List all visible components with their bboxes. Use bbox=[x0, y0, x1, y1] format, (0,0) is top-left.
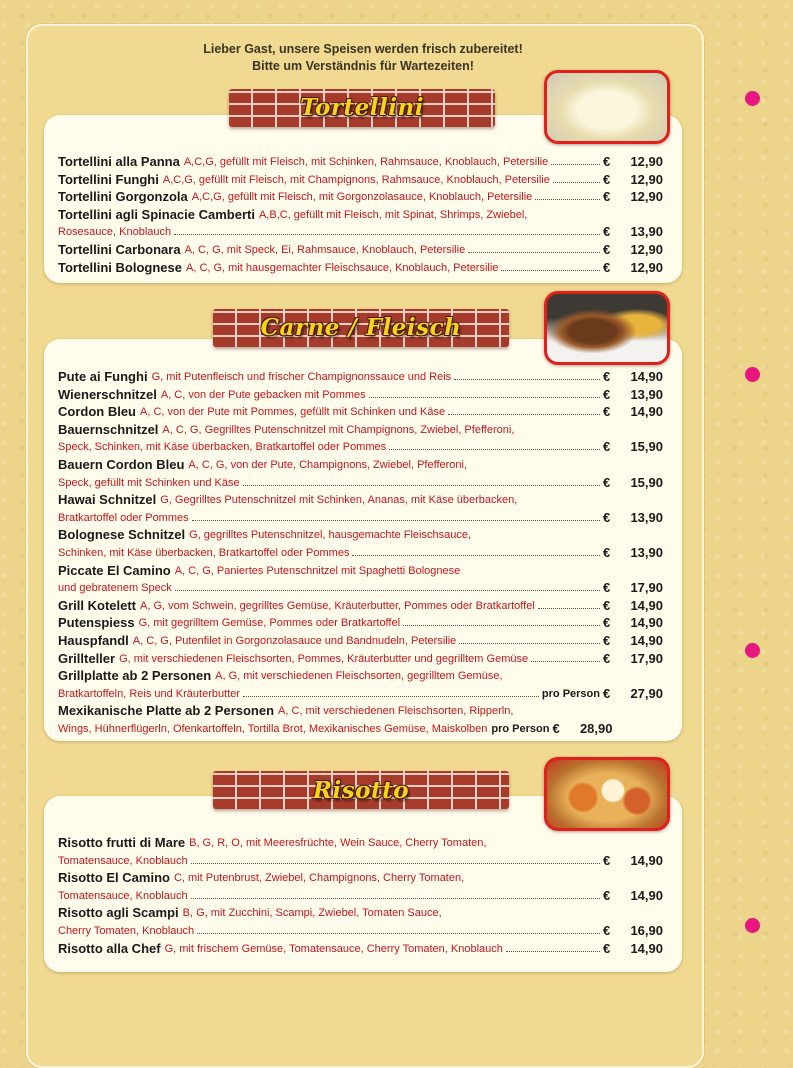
dish-name: Grillteller bbox=[58, 651, 116, 666]
dish-price: 14,90 bbox=[630, 633, 663, 648]
menu-item-line bbox=[58, 367, 663, 384]
dot-leader bbox=[459, 642, 600, 644]
dish-description: A, C, von der Pute mit Pommes, gefüllt mit Schinken und Käse bbox=[140, 406, 446, 418]
dish-name: Hawai Schnitzel bbox=[58, 492, 157, 507]
menu-item-line bbox=[58, 525, 663, 542]
dish-name: Tortellini Gorgonzola bbox=[58, 189, 188, 204]
dish-name: Risotto agli Scampi bbox=[58, 905, 179, 920]
euro-sign: € bbox=[603, 686, 611, 701]
dish-name: Wienerschnitzel bbox=[58, 387, 157, 402]
dish-description: A, C, G, von der Pute, Champignons, Zwiebel, Pfefferoni, bbox=[188, 459, 468, 471]
dot-leader bbox=[468, 251, 600, 253]
menu-item-line bbox=[58, 455, 663, 472]
euro-sign: € bbox=[603, 242, 611, 257]
dish-price: 13,90 bbox=[630, 224, 663, 239]
dish-name: Bauern Cordon Bleu bbox=[58, 457, 185, 472]
dot-leader bbox=[389, 448, 600, 450]
dish-description: Cherry Tomaten, Knoblauch bbox=[58, 925, 195, 937]
price-unit: pro Person bbox=[491, 723, 550, 735]
euro-sign: € bbox=[603, 941, 611, 956]
dish-price: 13,90 bbox=[630, 545, 663, 560]
euro-sign: € bbox=[603, 172, 611, 187]
menu-item-line bbox=[58, 719, 663, 736]
price-unit: pro Person bbox=[541, 688, 600, 700]
dish-description: A, C, G, mit Speck, Ei, Rahmsauce, Knoblauch, Petersilie bbox=[184, 244, 466, 256]
dish-name: Tortellini Carbonara bbox=[58, 242, 181, 257]
menu-item-line bbox=[58, 613, 663, 630]
dish-price: 12,90 bbox=[630, 189, 663, 204]
dish-name: Grillplatte ab 2 Personen bbox=[58, 668, 212, 683]
dish-description: A, C, G, Putenfilet in Gorgonzolasauce und Bandnudeln, Petersilie bbox=[132, 635, 457, 647]
menu-item-line bbox=[58, 205, 663, 222]
menu-item-line bbox=[58, 939, 663, 956]
euro-sign: € bbox=[603, 439, 611, 454]
risotto-section-title: Risotto bbox=[312, 777, 410, 804]
menu-item-line bbox=[58, 437, 663, 454]
dot-leader bbox=[175, 589, 600, 591]
menu-item-line bbox=[58, 258, 663, 275]
dish-description: A,C,G, gefüllt mit Fleisch, mit Gorgonzolasauce, Knoblauch, Petersilie bbox=[191, 191, 533, 203]
euro-sign: € bbox=[603, 853, 611, 868]
pink-dot-marker bbox=[745, 91, 760, 106]
dish-name: Tortellini Bolognese bbox=[58, 260, 182, 275]
dish-description: C, mit Putenbrust, Zwiebel, Champignons, Cherry Tomaten, bbox=[173, 872, 465, 884]
dot-leader bbox=[369, 396, 600, 398]
dish-description: A,B,C, gefüllt mit Fleisch, mit Spinat, Shrimps, Zwiebel, bbox=[258, 209, 528, 221]
dot-leader bbox=[448, 413, 600, 415]
tortellini-dish-photo bbox=[544, 70, 670, 144]
dish-description: Tomatensauce, Knoblauch bbox=[58, 890, 188, 902]
dot-leader bbox=[535, 198, 600, 200]
menu-item-line bbox=[58, 222, 663, 239]
euro-sign: € bbox=[552, 721, 560, 736]
euro-sign: € bbox=[603, 404, 611, 419]
dish-description: Rosesauce, Knoblauch bbox=[58, 226, 172, 238]
euro-sign: € bbox=[603, 633, 611, 648]
dot-leader bbox=[538, 607, 600, 609]
dish-description: G, mit frischem Gemüse, Tomatensauce, Cherry Tomaten, Knoblauch bbox=[164, 943, 503, 955]
menu-item-line bbox=[58, 187, 663, 204]
menu-item-line bbox=[58, 886, 663, 903]
dot-leader bbox=[197, 932, 600, 934]
pink-dot-marker bbox=[745, 643, 760, 658]
menu-item-line bbox=[58, 851, 663, 868]
dish-price: 12,90 bbox=[630, 172, 663, 187]
dish-name: Putenspiess bbox=[58, 615, 135, 630]
dish-description: A, C, von der Pute gebacken mit Pommes bbox=[160, 389, 366, 401]
dish-name: Risotto alla Chef bbox=[58, 941, 161, 956]
dot-leader bbox=[174, 233, 600, 235]
dish-price: 13,90 bbox=[630, 387, 663, 402]
dish-name: Risotto frutti di Mare bbox=[58, 835, 186, 850]
euro-sign: € bbox=[603, 545, 611, 560]
menu-item-line bbox=[58, 385, 663, 402]
dot-leader bbox=[501, 269, 600, 271]
dish-price: 12,90 bbox=[630, 260, 663, 275]
menu-item-line bbox=[58, 490, 663, 507]
menu-item-line bbox=[58, 684, 663, 701]
dot-leader bbox=[192, 519, 600, 521]
euro-sign: € bbox=[603, 651, 611, 666]
dish-description: A, C, G, Paniertes Putenschnitzel mit Spaghetti Bolognese bbox=[174, 565, 461, 577]
dish-description: B, G, R, O, mit Meeresfrüchte, Wein Sauce, Cherry Tomaten, bbox=[189, 837, 487, 849]
dish-description: Wings, Hühnerflügerln, Ofenkartoffeln, Tortilla Brot, Mexikanisches Gemüse, Maiskolben bbox=[58, 723, 488, 735]
menu-item-line bbox=[58, 596, 663, 613]
menu-item-line bbox=[58, 473, 663, 490]
dish-price: 14,90 bbox=[630, 615, 663, 630]
dish-description: Schinken, mit Käse überbacken, Bratkartoffel oder Pommes bbox=[58, 547, 350, 559]
dish-description: B, G, mit Zucchini, Scampi, Zwiebel, Tomaten Sauce, bbox=[182, 907, 442, 919]
menu-item-line bbox=[58, 666, 663, 683]
menu-item-line bbox=[58, 701, 663, 718]
euro-sign: € bbox=[603, 224, 611, 239]
dish-description: Speck, Schinken, mit Käse überbacken, Bratkartoffel oder Pommes bbox=[58, 441, 387, 453]
intro-line-1: Lieber Gast, unsere Speisen werden frisch zubereitet! bbox=[203, 42, 523, 56]
euro-sign: € bbox=[603, 888, 611, 903]
dish-description: G, mit Putenfleisch und frischer Champignonssauce und Reis bbox=[151, 371, 452, 383]
dish-description: A, C, G, Gegrilltes Putenschnitzel mit Champignons, Zwiebel, Pfefferoni, bbox=[162, 424, 515, 436]
dish-price: 12,90 bbox=[630, 242, 663, 257]
dish-name: Grill Kotelett bbox=[58, 598, 137, 613]
euro-sign: € bbox=[603, 260, 611, 275]
risotto-dish-photo bbox=[544, 757, 670, 831]
dish-price: 27,90 bbox=[630, 686, 663, 701]
euro-sign: € bbox=[603, 580, 611, 595]
dish-price: 14,90 bbox=[630, 404, 663, 419]
menu-item-line bbox=[58, 649, 663, 666]
menu-item-line bbox=[58, 543, 663, 560]
dish-name: Pute ai Funghi bbox=[58, 369, 148, 384]
dot-leader bbox=[243, 484, 600, 486]
dish-description: G, mit gegrilltem Gemüse, Pommes oder Bratkartoffel bbox=[138, 617, 401, 629]
dot-leader bbox=[553, 181, 600, 183]
dish-price: 15,90 bbox=[630, 475, 663, 490]
dish-name: Bolognese Schnitzel bbox=[58, 527, 186, 542]
menu-item-line bbox=[58, 921, 663, 938]
menu-item-line bbox=[58, 833, 663, 850]
menu-item-line bbox=[58, 508, 663, 525]
dish-name: Mexikanische Platte ab 2 Personen bbox=[58, 703, 275, 718]
dot-leader bbox=[506, 950, 600, 952]
dish-price: 16,90 bbox=[630, 923, 663, 938]
euro-sign: € bbox=[603, 369, 611, 384]
dish-price: 14,90 bbox=[630, 888, 663, 903]
menu-item-line bbox=[58, 578, 663, 595]
dish-name: Bauernschnitzel bbox=[58, 422, 159, 437]
dish-description: Bratkartoffeln, Reis und Kräuterbutter bbox=[58, 688, 241, 700]
dot-leader bbox=[551, 163, 600, 165]
dish-price: 14,90 bbox=[630, 369, 663, 384]
pink-dot-marker bbox=[745, 918, 760, 933]
euro-sign: € bbox=[603, 615, 611, 630]
menu-item-line bbox=[58, 903, 663, 920]
menu-item-line bbox=[58, 631, 663, 648]
menu-item-line bbox=[58, 868, 663, 885]
dish-description: A,C,G, gefüllt mit Fleisch, mit Schinken, Rahmsauce, Knoblauch, Petersilie bbox=[183, 156, 549, 168]
euro-sign: € bbox=[603, 923, 611, 938]
dot-leader bbox=[191, 897, 600, 899]
menu-item-line bbox=[58, 170, 663, 187]
menu-item-line bbox=[58, 402, 663, 419]
dish-name: Piccate El Camino bbox=[58, 563, 171, 578]
dish-description: G, mit verschiedenen Fleischsorten, Pommes, Kräuterbutter und gegrilltem Gemüse bbox=[119, 653, 529, 665]
dish-price: 14,90 bbox=[630, 598, 663, 613]
euro-sign: € bbox=[603, 510, 611, 525]
dish-price: 14,90 bbox=[630, 941, 663, 956]
intro-line-2: Bitte um Verständnis für Wartezeiten! bbox=[252, 59, 474, 73]
euro-sign: € bbox=[603, 189, 611, 204]
euro-sign: € bbox=[603, 598, 611, 613]
dot-leader bbox=[243, 695, 539, 697]
euro-sign: € bbox=[603, 475, 611, 490]
dish-price: 14,90 bbox=[630, 853, 663, 868]
fleisch-section-title: Carne / Fleisch bbox=[260, 314, 462, 341]
dish-name: Tortellini Funghi bbox=[58, 172, 159, 187]
dish-description: Bratkartoffel oder Pommes bbox=[58, 512, 189, 524]
dish-price: 28,90 bbox=[579, 721, 613, 736]
euro-sign: € bbox=[603, 154, 611, 169]
dish-name: Tortellini agli Spinacie Camberti bbox=[58, 207, 255, 222]
dish-name: Cordon Bleu bbox=[58, 404, 136, 419]
menu-item-line bbox=[58, 420, 663, 437]
dish-description: Tomatensauce, Knoblauch bbox=[58, 855, 188, 867]
dish-price: 17,90 bbox=[630, 651, 663, 666]
dish-price: 12,90 bbox=[630, 154, 663, 169]
dish-name: Tortellini alla Panna bbox=[58, 154, 180, 169]
dot-leader bbox=[403, 624, 600, 626]
fleisch-dish-photo bbox=[544, 291, 670, 365]
dish-name: Risotto El Camino bbox=[58, 870, 170, 885]
dish-description: und gebratenem Speck bbox=[58, 582, 172, 594]
euro-sign: € bbox=[603, 387, 611, 402]
dish-description: A,C,G, gefüllt mit Fleisch, mit Champignons, Rahmsauce, Knoblauch, Petersilie bbox=[162, 174, 550, 186]
dot-leader bbox=[191, 862, 600, 864]
dot-leader bbox=[454, 378, 600, 380]
menu-item-line bbox=[58, 152, 663, 169]
dish-description: A, G, mit verschiedenen Fleischsorten, gegrilltem Gemüse, bbox=[215, 670, 503, 682]
dish-description: Speck, gefüllt mit Schinken und Käse bbox=[58, 477, 240, 489]
dish-price: 13,90 bbox=[630, 510, 663, 525]
dish-description: G, gegrilltes Putenschnitzel, hausgemachte Fleischsauce, bbox=[189, 529, 472, 541]
menu-item-line bbox=[58, 240, 663, 257]
dot-leader bbox=[531, 660, 600, 662]
pink-dot-marker bbox=[745, 367, 760, 382]
dish-name: Hauspfandl bbox=[58, 633, 129, 648]
dish-price: 15,90 bbox=[630, 439, 663, 454]
dish-price: 17,90 bbox=[630, 580, 663, 595]
dish-description: A, G, vom Schwein, gegrilltes Gemüse, Kräuterbutter, Pommes oder Bratkartoffel bbox=[140, 600, 535, 612]
dish-description: A, C, G, mit hausgemachter Fleischsauce, Knoblauch, Petersilie bbox=[186, 262, 499, 274]
dish-description: A, C, mit verschiedenen Fleischsorten, Ripperln, bbox=[278, 705, 514, 717]
tortellini-section-title: Tortellini bbox=[300, 94, 424, 121]
dot-leader bbox=[352, 554, 600, 556]
dish-description: G, Gegrilltes Putenschnitzel mit Schinken, Ananas, mit Käse überbacken, bbox=[160, 494, 518, 506]
menu-item-line bbox=[58, 561, 663, 578]
